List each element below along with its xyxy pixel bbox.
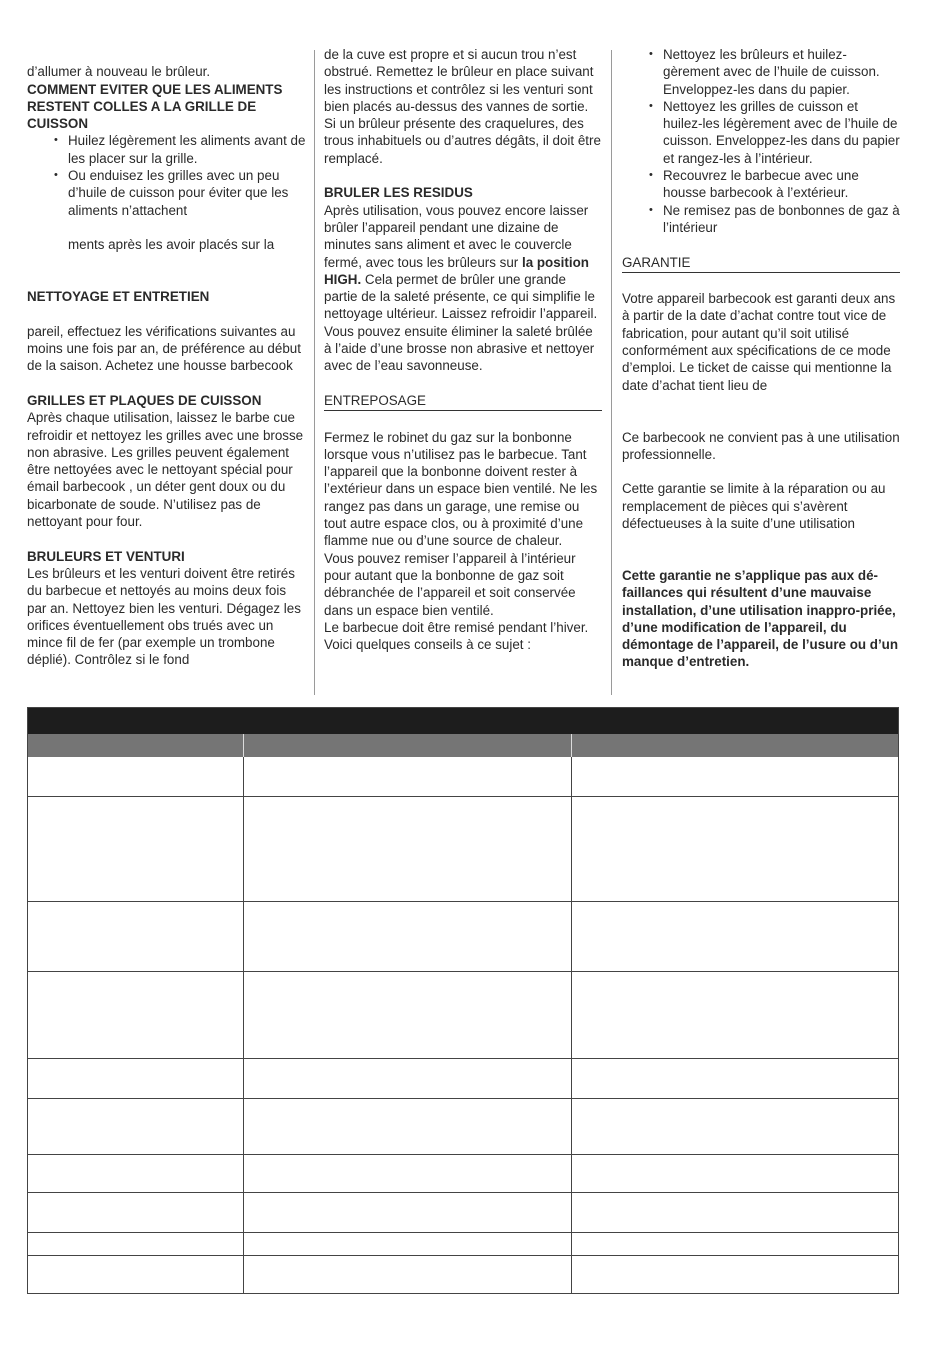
residue-high-position: la position HIGH. bbox=[324, 254, 589, 287]
spacer bbox=[324, 375, 602, 392]
warranty-paragraph-3: Cette garantie se limite à la réparation ou au remplacement de pièces qui s’avèrent défectueuses à la suite d’une utilisation bbox=[622, 481, 886, 532]
list-item: • Ne remisez pas de bonbonnes de gaz à l’intérieur bbox=[622, 202, 900, 237]
list-item: • Nettoyez les brûleurs et huilez-gèrement avec de l’huile de cuisson. Enveloppez-les dans du papier. bbox=[622, 46, 900, 98]
troubleshooting-table bbox=[27, 707, 899, 1294]
spacer bbox=[27, 530, 307, 547]
spacer bbox=[622, 236, 900, 253]
residue-text-a: Après utilisation, vous pouvez encore laisser brûler l’appareil pendant une dizaine de minutes sans aliment et avec le couvercle fermé, avec tous les brûleurs sur bbox=[324, 202, 589, 270]
column-divider bbox=[611, 50, 612, 695]
spacer bbox=[27, 219, 307, 236]
storage-paragraph-2: Vous pouvez remiser l’appareil à l’intérieur pour autant que la bonbonne de gaz soit débranchée de l’appareil et soit conservée dans un espace bien ventilé. bbox=[324, 550, 576, 618]
column-separator bbox=[571, 734, 572, 757]
spacer bbox=[622, 273, 900, 290]
spacer bbox=[622, 463, 900, 480]
warranty-exclusions: Cette garantie ne s’applique pas aux dé-faillances qui résultent d’une mauvaise installation, d’une utilisation inappro-priée, d’une modification de l’appareil, du démontage de l’appareil, de l’usure ou d’un manque d’entretien. bbox=[622, 567, 899, 670]
burners-continued-paragraph: de la cuve est propre et si aucun trou n’est obstrué. Remettez le brûleur en place suivant les instructions et contrôlez si les venturi sont bien placés au-dessus des vannes de sortie. Si un brûleur présente des craquelures, des trous inhabituels ou d’autres dégâts, il doit être remplacé. bbox=[324, 47, 601, 166]
table-row-divider bbox=[28, 1232, 898, 1233]
table-row-divider bbox=[28, 1255, 898, 1256]
table-row-divider bbox=[28, 796, 898, 797]
heading-avoid-sticking: COMMENT EVITER QUE LES ALIMENTS RESTENT COLLES A LA GRILLE DE CUISSON bbox=[27, 81, 283, 132]
table-row-divider bbox=[28, 901, 898, 902]
spacer bbox=[622, 532, 900, 567]
heading-grills: GRILLES ET PLAQUES DE CUISSON bbox=[27, 392, 262, 408]
text-fragment: ments après les avoir placés sur la bbox=[68, 237, 275, 253]
column-separator bbox=[243, 757, 244, 1294]
spacer bbox=[27, 375, 307, 392]
heading-burn-residue: BRULER LES RESIDUS bbox=[324, 185, 473, 201]
spacer bbox=[622, 411, 900, 428]
storage-paragraph-1: Fermez le robinet du gaz sur la bonbonne lorsque vous n’utilisez pas le barbecue. Tant l’appareil que la bonbonne doivent rester à l’extérieur dans un espace bien ventilé. Ne les rangez pas dans un garage, une remise ou tout autre espace clos, ou à proximité d’une flamme nue ou d’une source de chaleur. bbox=[324, 429, 598, 549]
list-item: • Huilez légèrement les aliments avant de les placer sur la grille. bbox=[27, 132, 307, 167]
warranty-paragraph-1: Votre appareil barbecook est garanti deux ans à partir de la date d’achat contre tout vice de fabrication, pour autant qu’il soit utilisé conformément aux spécifications de ce mode d’emploi. Le ticket de caisse qui mentionne la date d’achat tient lieu de bbox=[622, 291, 896, 393]
cleaning-paragraph: pareil, effectuez les vérifications suivantes au moins une fois par an, de préférence au début de la saison. Achetez une housse barbecook bbox=[27, 323, 301, 374]
table-title-bar bbox=[28, 708, 898, 734]
grills-paragraph: Après chaque utilisation, laissez le barbe cue refroidir et nettoyez les grilles avec une brosse non abrasive. Les grilles peuvent également être nettoyées avec le nettoyant spécial pour émail barbecook , un déter gent doux ou du bicarbonate de soude. N’utilisez pas de nettoyant pour four. bbox=[27, 410, 304, 530]
list-item: • Recouvrez le barbecue avec une housse barbecook à l’extérieur. bbox=[622, 167, 900, 202]
spacer bbox=[27, 305, 307, 322]
spacer bbox=[622, 394, 900, 411]
table-row-divider bbox=[28, 971, 898, 972]
relight-line: d’allumer à nouveau le brûleur. bbox=[27, 64, 211, 80]
column-divider bbox=[314, 50, 315, 695]
table-row-divider bbox=[28, 1154, 898, 1155]
text-column-1 bbox=[27, 46, 307, 669]
text-column-3 bbox=[622, 46, 900, 671]
spacer bbox=[27, 254, 307, 289]
spacer bbox=[324, 411, 602, 428]
heading-warranty: GARANTIE bbox=[622, 254, 900, 273]
table-row-divider bbox=[28, 1192, 898, 1193]
text-column-2 bbox=[324, 46, 602, 653]
column-separator bbox=[571, 757, 572, 1294]
column-separator bbox=[243, 734, 244, 757]
heading-cleaning: NETTOYAGE ET ENTRETIEN bbox=[27, 289, 210, 305]
residue-text-b: Cela permet de brûler une grande partie de la saleté présente, ce qui simplifie le nettoyage ultérieur. Laissez refroidir l’appareil. Vous pouvez ensuite éliminer la saleté brûlée à l’aide d’une brosse non abrasive et nettoyer avec de l’eau savonneuse. bbox=[324, 271, 598, 374]
list-item: • Nettoyez les grilles de cuisson et huilez-les légèrement avec de l’huile de cuisson. Enveloppez-les dans du papier et rangez-les à l’intérieur. bbox=[622, 98, 900, 167]
heading-burners: BRULEURS ET VENTURI bbox=[27, 548, 185, 564]
storage-tips-list bbox=[622, 46, 900, 236]
spacer bbox=[27, 46, 307, 63]
residue-paragraph bbox=[324, 202, 602, 375]
table-column-header-row bbox=[28, 734, 898, 757]
heading-storage: ENTREPOSAGE bbox=[324, 392, 602, 411]
warranty-paragraph-2: Ce barbecook ne convient pas à une utilisation professionnelle. bbox=[622, 429, 900, 462]
burners-paragraph: Les brûleurs et les venturi doivent être retirés du barbecue et nettoyés au moins deux fois par an. Nettoyez bien les venturi. Dégagez les orifices éventuellement obs trués avec un mince fil de fer (par exemple un trombone déplié). Contrôlez si le fond bbox=[27, 565, 301, 668]
list-item: • Ou enduisez les grilles avec un peu d’huile de cuisson pour éviter que les aliments n’attachent bbox=[27, 167, 307, 219]
spacer bbox=[324, 167, 602, 184]
storage-paragraph-3: Le barbecue doit être remisé pendant l’hiver. Voici quelques conseils à ce sujet : bbox=[324, 619, 589, 653]
table-row-divider bbox=[28, 1058, 898, 1059]
table-row-divider bbox=[28, 1098, 898, 1099]
avoid-sticking-list bbox=[27, 132, 307, 218]
